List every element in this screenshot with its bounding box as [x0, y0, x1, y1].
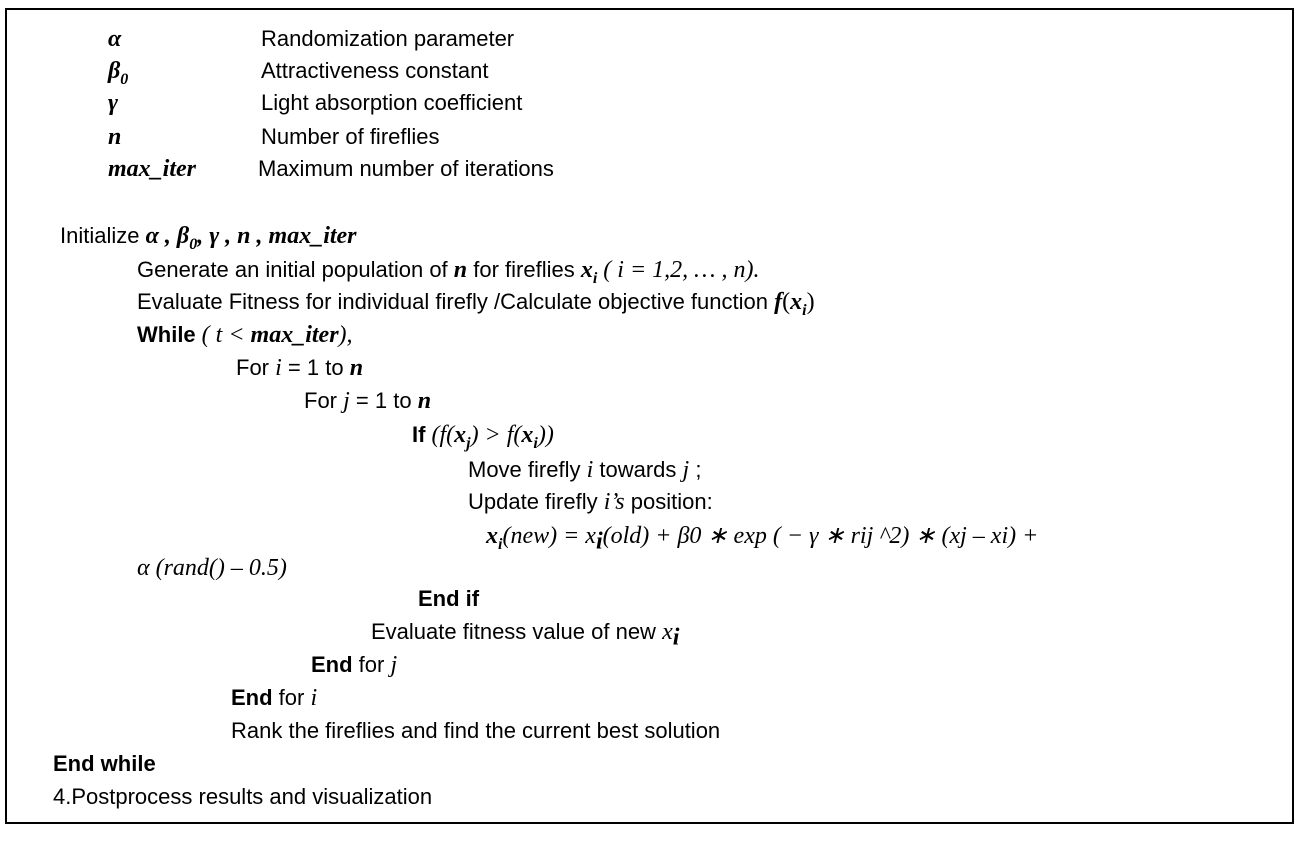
param-desc-gamma: Light absorption coefficient — [261, 90, 523, 115]
param-desc-max-iter: Maximum number of iterations — [258, 156, 554, 181]
if-line: If $(f(x_j) > f(x_i))$ — [412, 422, 554, 452]
update-formula-continuation: α (rand() – 0.5) — [137, 555, 287, 581]
init-vars: α , $\beta_0$, γ , n , max_iter — [145, 223, 357, 253]
param-symbol-max-iter: max_iter — [108, 156, 196, 182]
end-while-line: End while — [53, 751, 156, 776]
param-desc-n: Number of fireflies — [261, 124, 440, 149]
end-for-j-line: End for j — [311, 652, 398, 678]
end-for-i-line: End for i — [231, 685, 318, 711]
param-symbol-beta0: $\beta_0$ — [108, 58, 129, 88]
end-if-line: End if — [418, 586, 480, 611]
algorithm-box — [5, 8, 1294, 824]
param-desc-alpha: Randomization parameter — [261, 26, 515, 51]
generate-line: Generate an initial population of n for fireflies $x_i$ ( i = 1,2, … , n). — [137, 257, 760, 287]
for-i-line: For i = 1 to n — [236, 355, 364, 381]
rank-line: Rank the fireflies and find the current best solution — [231, 718, 721, 743]
update-formula: $x_i(new) = x_i(old) + \beta 0$ ∗ exp ( − γ ∗ rij ^2) ∗ (xj – xi) + — [486, 523, 1039, 555]
init-line: Initialize α , $\beta_0$, γ , n , max_iter — [60, 223, 357, 253]
evaluate-line: Evaluate Fitness for individual firefly /Calculate objective function $f(x_i)$ — [137, 289, 815, 319]
for-j-line: For j = 1 to n — [304, 388, 432, 414]
evaluate-new-line: Evaluate fitness value of new $x_i$ — [371, 619, 680, 651]
move-line: Move firefly i towards j ; — [468, 457, 702, 483]
postprocess-line: 4.Postprocess results and visualization — [53, 784, 433, 809]
param-symbol-gamma: γ — [108, 90, 118, 116]
param-symbol-alpha: α — [108, 26, 122, 52]
while-line: While ( t < max_iter), — [137, 322, 353, 348]
param-desc-beta0: Attractiveness constant — [261, 58, 489, 83]
update-line: Update firefly i’s position: — [468, 489, 713, 515]
param-symbol-n: n — [108, 124, 122, 150]
